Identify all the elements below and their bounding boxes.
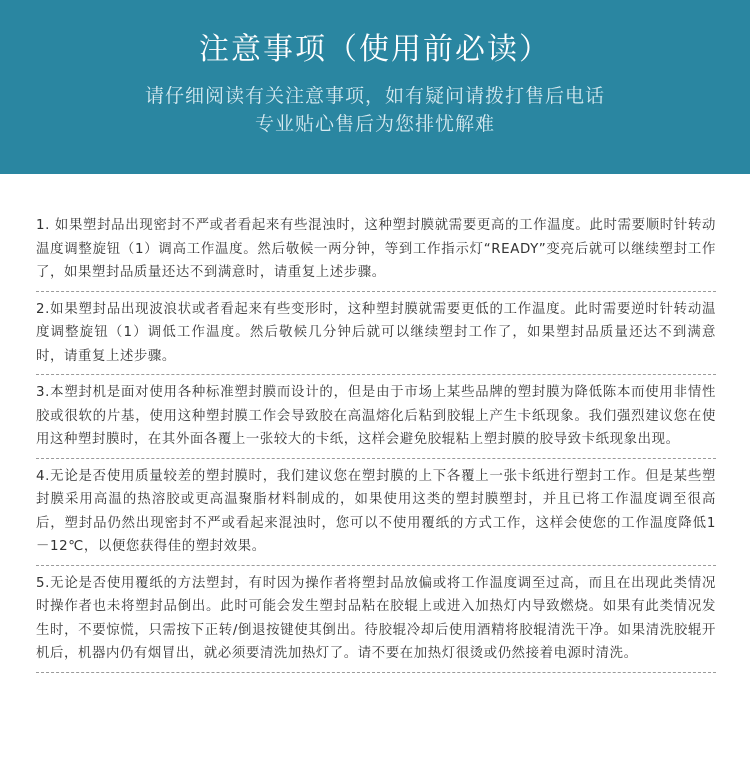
note-item-4: 4.无论是否使用质量较差的塑封膜时，我们建议您在塑封膜的上下各覆上一张卡纸进行塑封工作。但是某些塑封膜采用高温的热溶胶或更高温聚脂材料制成的，如果使用这类的塑封膜塑封，并且已将工作温度调至很高后，塑封品仍然出现密封不严或看起来混浊时，您可以不使用覆纸的方式工作，这样会使您的工作温度降低1－12℃，以便您获得佳的塑封效果。 bbox=[36, 459, 716, 566]
page-title: 注意事项（使用前必读） bbox=[199, 32, 551, 67]
note-item-2: 2.如果塑封品出现波浪状或者看起来有些变形时，这种塑封膜就需要更低的工作温度。此时需要逆时针转动温度调整旋钮（1）调低工作温度。然后敬候几分钟后就可以继续塑封工作了，如果塑封品质量还达不到满意时，请重复上述步骤。 bbox=[36, 292, 716, 376]
subtitle-line-2: 专业贴心售后为您排忧解难 bbox=[254, 113, 495, 135]
note-item-1: 1. 如果塑封品出现密封不严或者看起来有些混浊时，这种塑封膜就需要更高的工作温度。此时需要顺时针转动温度调整旋钮（1）调高工作温度。然后敬候一两分钟，等到工作指示灯“READY”变亮后就可以继续塑封工作了，如果塑封品质量还达不到满意时，请重复上述步骤。 bbox=[36, 174, 716, 292]
note-item-3: 3.本塑封机是面对使用各种标准塑封膜而设计的，但是由于市场上某些品牌的塑封膜为降低陈本而使用非情性胶或很软的片基，使用这种塑封膜工作会导致胶在高温熔化后粘到胶辊上产生卡纸现象。我们强烈建议您在使用这种塑封膜时，在其外面各覆上一张较大的卡纸，这样会避免胶辊粘上塑封膜的胶导致卡纸现象出现。 bbox=[36, 375, 716, 459]
header-banner bbox=[0, 0, 750, 174]
notes-list bbox=[0, 174, 750, 673]
subtitle-line-1: 请仔细阅读有关注意事项，如有疑问请拨打售后电话 bbox=[144, 85, 605, 107]
note-item-5: 5.无论是否使用覆纸的方法塑封，有时因为操作者将塑封品放偏或将工作温度调至过高，而且在出现此类情况时操作者也未将塑封品倒出。此时可能会发生塑封品粘在胶辊上或进入加热灯内导致燃烧。如果有此类情况发生时，不要惊慌，只需按下正转/倒退按键使其倒出。待胶辊冷却后使用酒精将胶辊清洗干净。如果清洗胶辊开机后，机器内仍有烟冒出，就必须要清洗加热灯了。请不要在加热灯很烫或仍然接着电源时清洗。 bbox=[36, 566, 716, 673]
header-subtitle bbox=[0, 82, 750, 138]
